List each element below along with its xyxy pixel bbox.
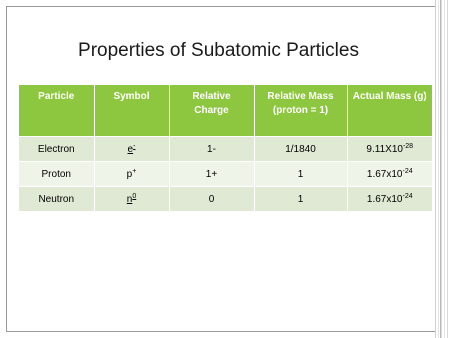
symbol-base: e	[127, 143, 134, 155]
cell-relative-mass: 1	[254, 162, 347, 187]
cell-particle: Electron	[19, 137, 94, 162]
cell-charge: 1-	[169, 137, 254, 162]
cell-actual-mass	[347, 187, 432, 212]
cell-charge: 1+	[169, 162, 254, 187]
mass-base: 9.11X10	[366, 143, 403, 155]
mass-base: 1.67x10	[366, 168, 403, 180]
decorative-side-strip	[435, 0, 450, 338]
symbol-superscript: +	[132, 167, 137, 175]
cell-relative-mass: 1	[254, 187, 347, 212]
slide-title: Properties of Subatomic Particles	[78, 40, 359, 61]
cell-particle: Proton	[19, 162, 94, 187]
header-relative-charge	[169, 85, 254, 137]
cell-symbol	[94, 162, 169, 187]
cell-symbol	[94, 187, 169, 212]
header-line: Symbol	[113, 91, 150, 102]
header-line: Relative Mass	[267, 91, 334, 102]
table-row	[19, 187, 432, 212]
header-line: Charge	[194, 105, 229, 116]
cell-actual-mass	[347, 137, 432, 162]
mass-exponent: -24	[402, 167, 413, 175]
table-header-row	[19, 85, 432, 137]
header-line: Particle	[38, 91, 75, 102]
header-symbol	[94, 85, 169, 137]
mass-base: 1.67x10	[366, 193, 403, 205]
cell-particle: Neutron	[19, 187, 94, 212]
header-line: (proton = 1)	[272, 105, 329, 116]
symbol-superscript: -	[133, 142, 136, 150]
header-particle	[19, 85, 94, 137]
header-line: Actual Mass (g)	[352, 91, 427, 102]
symbol-superscript: 0	[132, 192, 137, 200]
header-actual-mass	[347, 85, 432, 137]
symbol-base: p	[126, 168, 133, 180]
particles-table	[19, 85, 432, 211]
mass-exponent: -24	[402, 192, 413, 200]
header-line: Relative	[192, 91, 231, 102]
cell-charge: 0	[169, 187, 254, 212]
mass-exponent: -28	[402, 142, 414, 150]
symbol-base: n	[126, 193, 133, 205]
table-row	[19, 162, 432, 187]
header-relative-mass	[254, 85, 347, 137]
table-row	[19, 137, 432, 162]
cell-relative-mass: 1/1840	[254, 137, 347, 162]
cell-symbol	[94, 137, 169, 162]
cell-actual-mass	[347, 162, 432, 187]
